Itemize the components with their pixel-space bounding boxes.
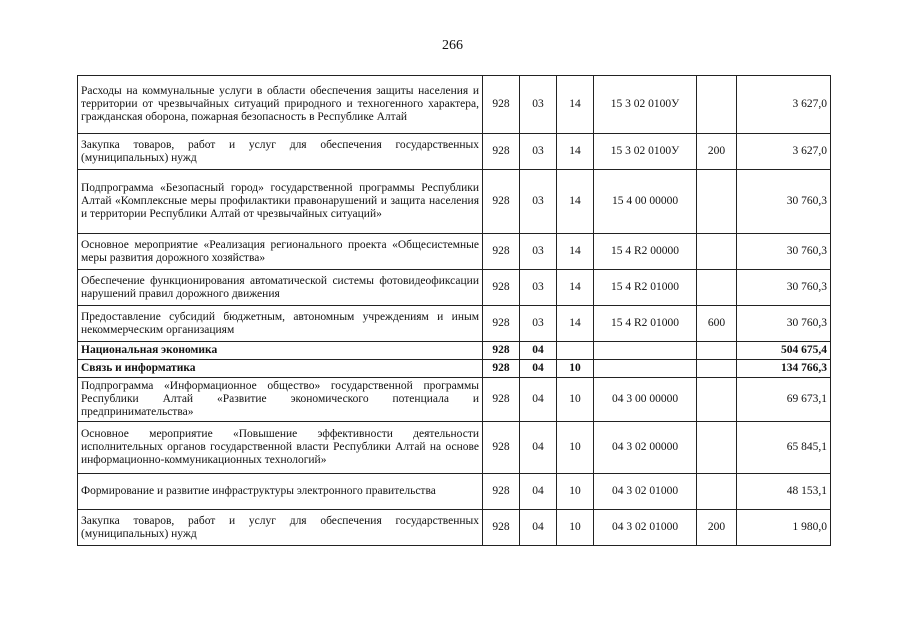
row-name-cell: Закупка товаров, работ и услуг для обеспечения государственных (муниципальных) нужд — [78, 510, 483, 546]
row-pr-cell: 14 — [557, 270, 594, 306]
row-pr-cell: 14 — [557, 134, 594, 170]
row-ved-cell: 928 — [483, 170, 520, 234]
row-rz-cell: 04 — [520, 510, 557, 546]
row-csr-cell — [594, 342, 697, 360]
table-row — [78, 474, 831, 510]
row-name-cell: Закупка товаров, работ и услуг для обеспечения государственных (муниципальных) нужд — [78, 134, 483, 170]
row-csr-cell: 15 4 00 00000 — [594, 170, 697, 234]
budget-table — [77, 75, 831, 546]
row-ved-cell: 928 — [483, 342, 520, 360]
row-sum-cell: 134 766,3 — [737, 360, 831, 378]
row-sum-cell: 1 980,0 — [737, 510, 831, 546]
table-row — [78, 378, 831, 422]
row-vr-cell — [697, 170, 737, 234]
row-name-cell: Подпрограмма «Безопасный город» государственной программы Республики Алтай «Комплексные меры профилактики правонарушений и защита населения и территории Республики Алтай от чрезвычайных ситуаций» — [78, 170, 483, 234]
row-rz-cell: 03 — [520, 234, 557, 270]
row-vr-cell — [697, 342, 737, 360]
row-name-cell: Обеспечение функционирования автоматической системы фотовидеофиксации нарушений правил дорожного движения — [78, 270, 483, 306]
row-csr-cell — [594, 360, 697, 378]
row-sum-cell: 30 760,3 — [737, 270, 831, 306]
table-row — [78, 134, 831, 170]
budget-table-body — [78, 76, 831, 546]
row-ved-cell: 928 — [483, 474, 520, 510]
row-pr-cell: 14 — [557, 76, 594, 134]
row-rz-cell: 03 — [520, 134, 557, 170]
table-row — [78, 76, 831, 134]
row-sum-cell: 30 760,3 — [737, 306, 831, 342]
row-pr-cell: 10 — [557, 360, 594, 378]
row-vr-cell — [697, 474, 737, 510]
row-ved-cell: 928 — [483, 360, 520, 378]
row-pr-cell: 10 — [557, 510, 594, 546]
row-ved-cell: 928 — [483, 234, 520, 270]
table-row — [78, 510, 831, 546]
row-name-cell: Подпрограмма «Информационное общество» государственной программы Республики Алтай «Развитие экономического потенциала и предпринимательства» — [78, 378, 483, 422]
row-csr-cell: 04 3 02 01000 — [594, 510, 697, 546]
row-vr-cell — [697, 378, 737, 422]
row-csr-cell: 15 4 R2 01000 — [594, 270, 697, 306]
row-ved-cell: 928 — [483, 510, 520, 546]
row-rz-cell: 04 — [520, 474, 557, 510]
table-row — [78, 306, 831, 342]
row-name-cell: Расходы на коммунальные услуги в области обеспечения защиты населения и территории от чрезвычайных ситуаций природного и техногенного характера, гражданская оборона, пожарная безопасность в Республике Алтай — [78, 76, 483, 134]
row-vr-cell — [697, 422, 737, 474]
table-row — [78, 170, 831, 234]
row-csr-cell: 04 3 00 00000 — [594, 378, 697, 422]
row-name-cell: Основное мероприятие «Реализация регионального проекта «Общесистемные меры развития дорожного хозяйства» — [78, 234, 483, 270]
row-sum-cell: 30 760,3 — [737, 234, 831, 270]
table-row — [78, 422, 831, 474]
row-rz-cell: 03 — [520, 306, 557, 342]
row-rz-cell: 03 — [520, 270, 557, 306]
row-pr-cell: 14 — [557, 306, 594, 342]
row-pr-cell — [557, 342, 594, 360]
row-csr-cell: 15 4 R2 00000 — [594, 234, 697, 270]
row-name-cell: Основное мероприятие «Повышение эффективности деятельности исполнительных органов государственной власти Республики Алтай на основе информационно-коммуникационных технологий» — [78, 422, 483, 474]
table-row — [78, 342, 831, 360]
row-pr-cell: 10 — [557, 378, 594, 422]
page-number: 266 — [442, 38, 463, 53]
table-row — [78, 234, 831, 270]
row-name-cell: Связь и информатика — [78, 360, 483, 378]
row-pr-cell: 14 — [557, 170, 594, 234]
row-ved-cell: 928 — [483, 270, 520, 306]
row-sum-cell: 30 760,3 — [737, 170, 831, 234]
row-name-cell: Предоставление субсидий бюджетным, автономным учреждениям и иным некоммерческим организациям — [78, 306, 483, 342]
row-vr-cell: 600 — [697, 306, 737, 342]
table-row — [78, 270, 831, 306]
row-vr-cell — [697, 270, 737, 306]
row-csr-cell: 15 3 02 0100У — [594, 134, 697, 170]
row-rz-cell: 03 — [520, 170, 557, 234]
row-ved-cell: 928 — [483, 422, 520, 474]
row-pr-cell: 10 — [557, 474, 594, 510]
row-csr-cell: 15 3 02 0100У — [594, 76, 697, 134]
row-rz-cell: 04 — [520, 360, 557, 378]
row-ved-cell: 928 — [483, 378, 520, 422]
row-vr-cell — [697, 76, 737, 134]
row-name-cell: Формирование и развитие инфраструктуры электронного правительства — [78, 474, 483, 510]
row-vr-cell — [697, 234, 737, 270]
row-rz-cell: 04 — [520, 378, 557, 422]
row-csr-cell: 04 3 02 01000 — [594, 474, 697, 510]
row-sum-cell: 504 675,4 — [737, 342, 831, 360]
row-rz-cell: 03 — [520, 76, 557, 134]
row-ved-cell: 928 — [483, 76, 520, 134]
row-csr-cell: 15 4 R2 01000 — [594, 306, 697, 342]
row-sum-cell: 48 153,1 — [737, 474, 831, 510]
row-vr-cell: 200 — [697, 510, 737, 546]
row-rz-cell: 04 — [520, 342, 557, 360]
row-sum-cell: 3 627,0 — [737, 76, 831, 134]
row-vr-cell: 200 — [697, 134, 737, 170]
row-csr-cell: 04 3 02 00000 — [594, 422, 697, 474]
row-ved-cell: 928 — [483, 306, 520, 342]
row-name-cell: Национальная экономика — [78, 342, 483, 360]
row-pr-cell: 14 — [557, 234, 594, 270]
row-ved-cell: 928 — [483, 134, 520, 170]
row-pr-cell: 10 — [557, 422, 594, 474]
row-sum-cell: 65 845,1 — [737, 422, 831, 474]
row-vr-cell — [697, 360, 737, 378]
table-row — [78, 360, 831, 378]
row-sum-cell: 69 673,1 — [737, 378, 831, 422]
row-sum-cell: 3 627,0 — [737, 134, 831, 170]
row-rz-cell: 04 — [520, 422, 557, 474]
